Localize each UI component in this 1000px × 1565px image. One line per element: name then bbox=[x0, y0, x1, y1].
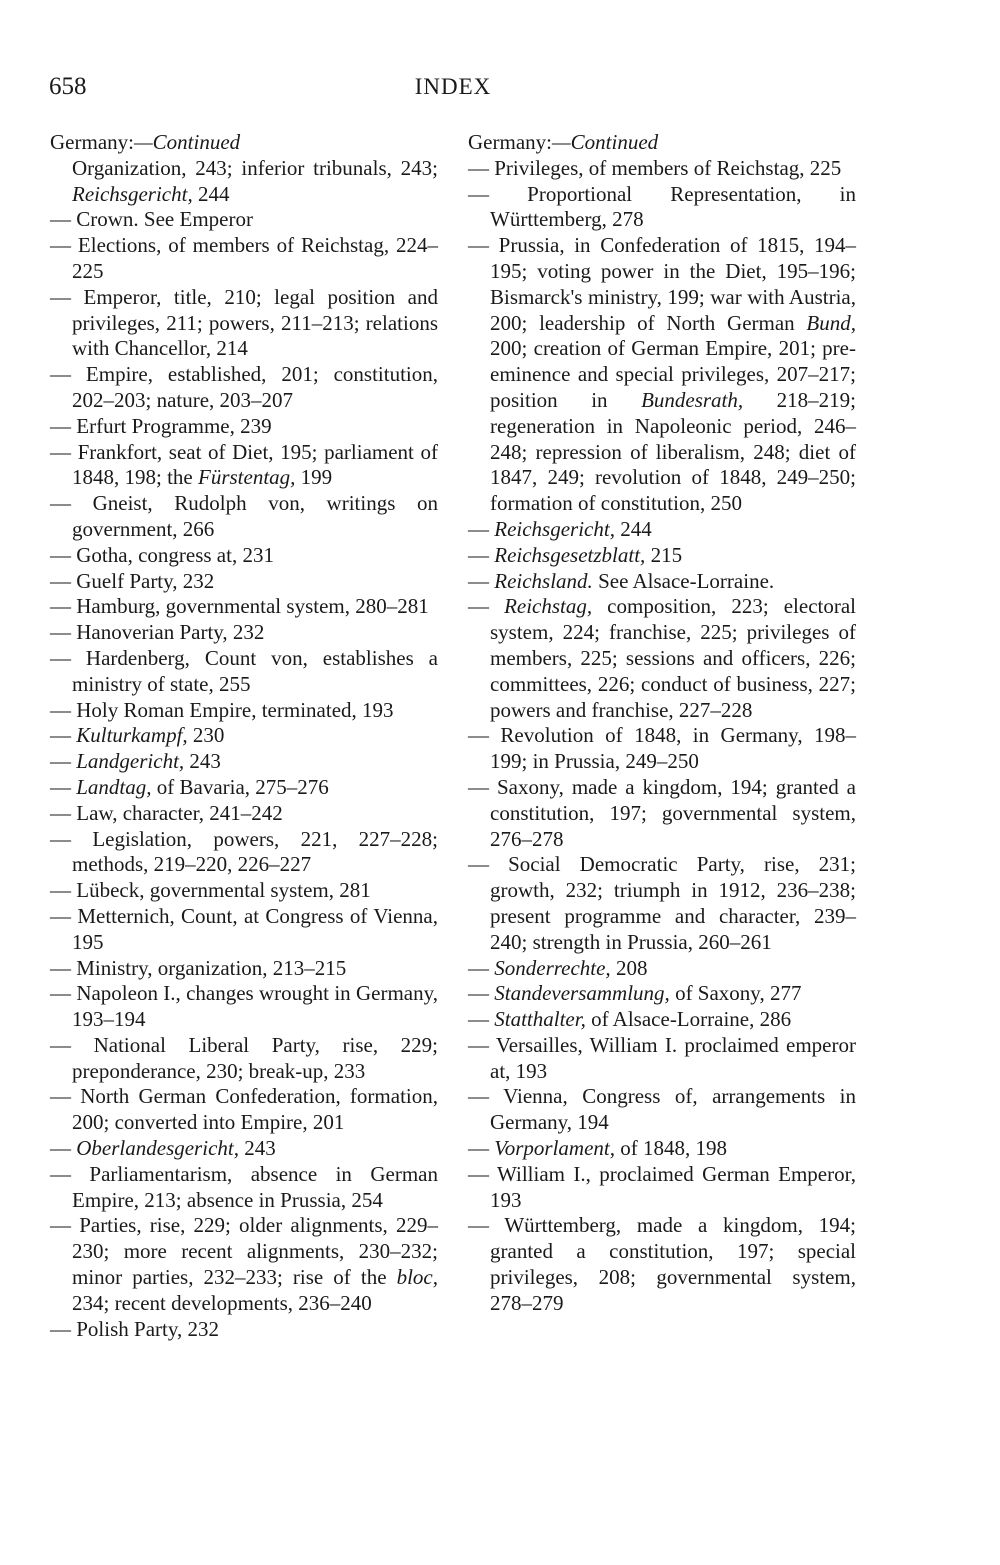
index-entry bbox=[468, 852, 856, 955]
entry-text: of Alsace-Lorraine, 286 bbox=[585, 1007, 792, 1032]
heading-term: Germany: bbox=[468, 130, 552, 154]
index-entry bbox=[50, 362, 438, 414]
entry-text: of Bavaria, 275–276 bbox=[151, 774, 329, 799]
entry-text: 215 bbox=[645, 542, 683, 567]
entry-text: — Emperor, title, 210; legal position and privileges, 211; powers, 211–213; relations with Chancellor, 214 bbox=[50, 284, 438, 361]
entry-text: — Metternich, Count, at Congress of Vienna, 195 bbox=[50, 903, 438, 954]
entry-text: — bbox=[468, 1136, 495, 1161]
italic-term: Standeversammlung, bbox=[494, 981, 670, 1006]
index-entry bbox=[468, 1162, 856, 1214]
italic-term: Reichstag, bbox=[504, 594, 593, 619]
index-entry bbox=[50, 801, 438, 827]
index-entry bbox=[50, 827, 438, 879]
entry-text: — William I., proclaimed German Emperor, 193 bbox=[468, 1161, 856, 1212]
entry-text: — Gneist, Rudolph von, writings on government, 266 bbox=[50, 491, 438, 541]
entry-text: 199 bbox=[295, 465, 333, 490]
index-entry bbox=[468, 594, 856, 723]
index-entry bbox=[468, 956, 856, 982]
italic-term: Reichsgericht, bbox=[494, 516, 615, 541]
entry-text: 200; creation of German Empire, 201; pre-eminence and special privileges, 207–217; position in bbox=[490, 336, 856, 412]
index-entry bbox=[468, 1136, 856, 1162]
entry-text: — Crown. See Emperor bbox=[50, 207, 253, 232]
entry-text: — Hamburg, governmental system, 280–281 bbox=[50, 594, 429, 619]
entry-text: — Law, character, 241–242 bbox=[50, 800, 283, 825]
italic-term: Reichsgericht, bbox=[72, 181, 193, 206]
index-entry bbox=[50, 1162, 438, 1214]
italic-term: Bund, bbox=[806, 310, 856, 335]
entry-text: — Napoleon I., changes wrought in Germany, 193–194 bbox=[50, 981, 438, 1032]
entry-text: — Parties, rise, 229; older alignments, 229–230; more recent alignments, 230–232; minor parties, 232–233; rise of the bbox=[50, 1213, 438, 1290]
index-entry bbox=[50, 543, 438, 569]
index-entry bbox=[50, 440, 438, 492]
index-entry bbox=[468, 775, 856, 852]
entry-text: — Saxony, made a kingdom, 194; granted a constitution, 197; governmental system, 276–278 bbox=[468, 774, 856, 851]
index-entry bbox=[468, 517, 856, 543]
entry-text: — bbox=[50, 1136, 77, 1161]
italic-term: bloc, bbox=[396, 1265, 438, 1290]
entry-text: — Frankfort, seat of Diet, 195; parliament of 1848, 198; the bbox=[50, 439, 438, 490]
index-column-left bbox=[50, 130, 438, 1342]
entry-text: — Prussia, in Confederation of 1815, 194–195; voting power in the Diet, 195–196; Bismarck's ministry, 199; war with Austria, 200; leadership of North German bbox=[468, 233, 856, 335]
index-entry bbox=[50, 1213, 438, 1316]
entry-text: — bbox=[468, 1007, 495, 1032]
entry-text: — Hanoverian Party, 232 bbox=[50, 620, 265, 645]
italic-term: Reichsland. bbox=[494, 568, 593, 593]
index-entry bbox=[468, 156, 856, 182]
index-entries bbox=[50, 156, 438, 1343]
entry-text: — Privileges, of members of Reichstag, 225 bbox=[468, 155, 842, 180]
italic-term: Fürstentag, bbox=[198, 465, 296, 490]
entry-text: Organization, 243; inferior tribunals, 243; bbox=[72, 155, 438, 180]
index-entry bbox=[50, 1136, 438, 1162]
index-entry bbox=[468, 723, 856, 775]
italic-term: Landgericht, bbox=[76, 749, 185, 774]
entry-text: — Erfurt Programme, 239 bbox=[50, 413, 272, 438]
italic-term: Bundesrath, bbox=[641, 387, 744, 412]
entry-text: — Empire, established, 201; constitution, 202–203; nature, 203–207 bbox=[50, 362, 438, 412]
entry-text: — Lübeck, governmental system, 281 bbox=[50, 878, 371, 903]
italic-term: Reichsgesetzblatt, bbox=[494, 542, 646, 567]
index-entry bbox=[468, 981, 856, 1007]
entry-text: — bbox=[468, 981, 495, 1006]
entry-text: — bbox=[468, 594, 505, 619]
entry-text: — Hardenberg, Count von, establishes a ministry of state, 255 bbox=[50, 645, 438, 696]
index-entry bbox=[50, 414, 438, 440]
entry-text: 208 bbox=[610, 955, 648, 980]
entry-text: — North German Confederation, formation, 200; converted into Empire, 201 bbox=[50, 1084, 438, 1135]
index-entry bbox=[50, 1084, 438, 1136]
italic-term: Statthalter, bbox=[494, 1007, 586, 1032]
entry-text: of 1848, 198 bbox=[615, 1136, 727, 1161]
italic-term: Kulturkampf, bbox=[76, 723, 188, 748]
index-entry bbox=[50, 569, 438, 595]
entry-text: — Holy Roman Empire, terminated, 193 bbox=[50, 697, 394, 722]
column-heading bbox=[50, 130, 438, 156]
heading-term: Germany: bbox=[50, 130, 134, 154]
index-entry bbox=[50, 775, 438, 801]
italic-term: Sonderrechte, bbox=[494, 955, 611, 980]
column-heading bbox=[468, 130, 856, 156]
index-entry bbox=[50, 878, 438, 904]
italic-term: Vorporlament, bbox=[494, 1136, 615, 1161]
entry-text: 244 bbox=[192, 181, 230, 206]
entry-text: — Versailles, William I. proclaimed emperor at, 193 bbox=[468, 1032, 856, 1083]
entry-text: — bbox=[468, 568, 495, 593]
entry-text: 243 bbox=[238, 1136, 276, 1161]
entry-text: 244 bbox=[614, 516, 652, 541]
entry-text: — Legislation, powers, 221, 227–228; methods, 219–220, 226–227 bbox=[50, 826, 438, 877]
index-entry bbox=[50, 904, 438, 956]
entry-text: — Parliamentarism, absence in German Empire, 213; absence in Prussia, 254 bbox=[50, 1161, 438, 1212]
index-entry bbox=[468, 1007, 856, 1033]
entry-text: — Vienna, Congress of, arrangements in Germany, 194 bbox=[468, 1084, 856, 1135]
index-entry bbox=[50, 698, 438, 724]
index-entry bbox=[50, 156, 438, 208]
italic-term: Landtag, bbox=[76, 774, 152, 799]
index-entry bbox=[50, 956, 438, 982]
index-entry bbox=[50, 620, 438, 646]
entry-text: composition, 223; electoral system, 224; franchise, 225; privileges of members, 225; sessions and officers, 226; committees, 226; conduct of business, 227; powers and franchise, 227–228 bbox=[490, 594, 856, 722]
entry-text: — Gotha, congress at, 231 bbox=[50, 542, 274, 567]
entry-text: 218–219; regeneration in Napoleonic period, 246–248; repression of liberalism, 248; diet of 1847, 249; revolution of 1848, 249–250; formation of constitution, 250 bbox=[490, 387, 856, 516]
entry-text: — bbox=[50, 749, 77, 774]
entry-text: — Polish Party, 232 bbox=[50, 1316, 219, 1341]
index-entry bbox=[50, 233, 438, 285]
index-column-right bbox=[468, 130, 856, 1317]
entry-text: — bbox=[468, 542, 495, 567]
index-entry bbox=[468, 543, 856, 569]
index-entry bbox=[50, 1033, 438, 1085]
entry-text: See Alsace-Lorraine. bbox=[592, 568, 775, 593]
index-entries bbox=[468, 156, 856, 1317]
entry-text: 243 bbox=[184, 749, 221, 774]
index-entry bbox=[468, 233, 856, 517]
index-entry bbox=[50, 749, 438, 775]
entry-text: — bbox=[468, 516, 495, 541]
index-entry bbox=[468, 1033, 856, 1085]
page-number: 658 bbox=[49, 73, 87, 100]
index-entry bbox=[468, 569, 856, 595]
entry-text: — Württemberg, made a kingdom, 194; granted a constitution, 197; special privileges, 208; governmental system, 278–279 bbox=[468, 1213, 856, 1315]
entry-text: — bbox=[468, 955, 495, 980]
entry-text: of Saxony, 277 bbox=[669, 981, 802, 1006]
index-entry bbox=[50, 594, 438, 620]
index-entry bbox=[50, 723, 438, 749]
index-entry bbox=[468, 182, 856, 234]
entry-text: — Social Democratic Party, rise, 231; growth, 232; triumph in 1912, 236–238; present programme and character, 239–240; strength in Prussia, 260–261 bbox=[468, 852, 856, 954]
index-entry bbox=[50, 646, 438, 698]
entry-text: — National Liberal Party, rise, 229; preponderance, 230; break-up, 233 bbox=[50, 1032, 438, 1083]
entry-text: — Guelf Party, 232 bbox=[50, 568, 215, 593]
index-entry bbox=[50, 207, 438, 233]
entry-text: — bbox=[50, 723, 77, 748]
entry-text: 230 bbox=[187, 723, 225, 748]
italic-term: Oberlandesgericht, bbox=[76, 1136, 239, 1161]
index-entry bbox=[50, 981, 438, 1033]
index-entry bbox=[50, 491, 438, 543]
heading-continued: —Continued bbox=[551, 130, 659, 154]
entry-text: — Revolution of 1848, in Germany, 198–199; in Prussia, 249–250 bbox=[468, 723, 856, 774]
index-entry bbox=[50, 1317, 438, 1343]
entry-text: — Proportional Representation, in Württemberg, 278 bbox=[468, 181, 856, 232]
index-entry bbox=[468, 1213, 856, 1316]
index-entry bbox=[50, 285, 438, 362]
entry-text: — Ministry, organization, 213–215 bbox=[50, 955, 347, 980]
entry-text: 234; recent developments, 236–240 bbox=[72, 1290, 372, 1315]
entry-text: — bbox=[50, 774, 77, 799]
heading-continued: —Continued bbox=[133, 130, 241, 154]
running-head: INDEX bbox=[414, 74, 492, 99]
entry-text: — Elections, of members of Reichstag, 224–225 bbox=[50, 233, 438, 283]
index-entry bbox=[468, 1084, 856, 1136]
